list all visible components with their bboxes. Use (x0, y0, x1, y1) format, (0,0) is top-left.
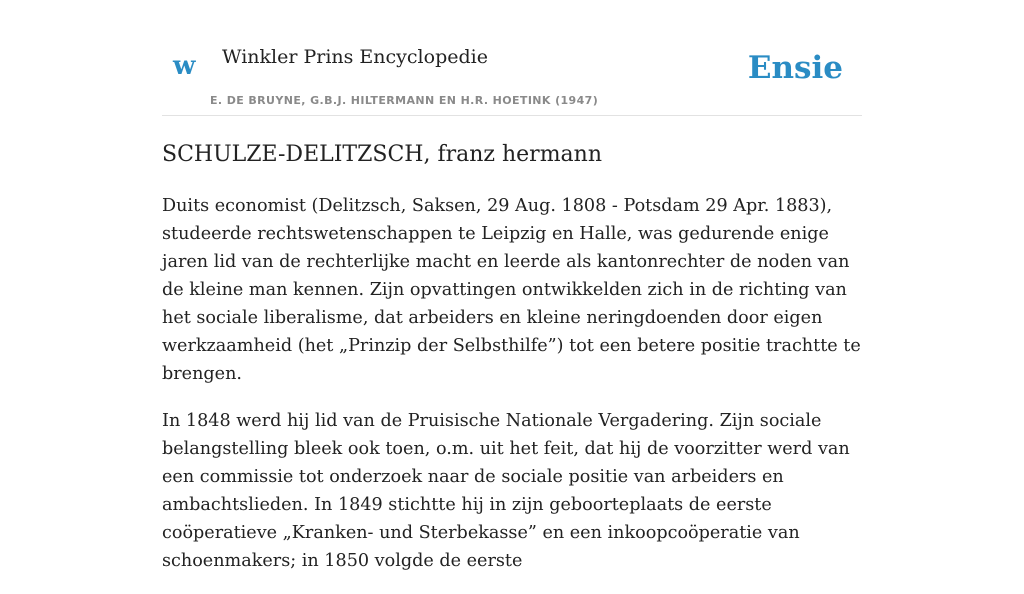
publication-header (162, 40, 862, 116)
winkler-prins-logo-icon[interactable]: w (173, 51, 196, 81)
publication-title[interactable]: Winkler Prins Encyclopedie (222, 46, 488, 68)
ensie-brand-logo[interactable]: Ensie (747, 50, 843, 86)
entry-title: SCHULZE-DELITZSCH, franz hermann (162, 142, 603, 167)
publication-authors: E. DE BRUYNE, G.B.J. HILTERMANN EN H.R. HOETINK (1947) (210, 94, 599, 107)
entry-paragraph-2: In 1848 werd hij lid van de Pruisische Nationale Vergadering. Zijn sociale belangstelling bleek ook toen, o.m. uit het feit, dat hij de voorzitter werd van een commissie tot onderzoek naar de sociale positie van arbeiders en ambachtslieden. In 1849 stichtte hij in zijn geboorteplaats de eerste coöperatieve „Kranken- und Sterbekasse” en een inkoopcoöperatie van schoenmakers; in 1850 volgde de eerste (162, 411, 850, 571)
entry-paragraph-1: Duits economist (Delitzsch, Saksen, 29 Aug. 1808 - Potsdam 29 Apr. 1883), studeerde rechtswetenschappen te Leipzig en Halle, was gedurende enige jaren lid van de rechterlijke macht en leerde als kantonrechter de noden van de kleine man kennen. Zijn opvattingen ontwikkelden zich in de richting van het sociale liberalisme, dat arbeiders en kleine neringdoenden door eigen werkzaamheid (het „Prinzip der Selbsthilfe”) tot een betere positie trachtte te brengen. (162, 196, 861, 384)
entry-body (162, 192, 862, 594)
